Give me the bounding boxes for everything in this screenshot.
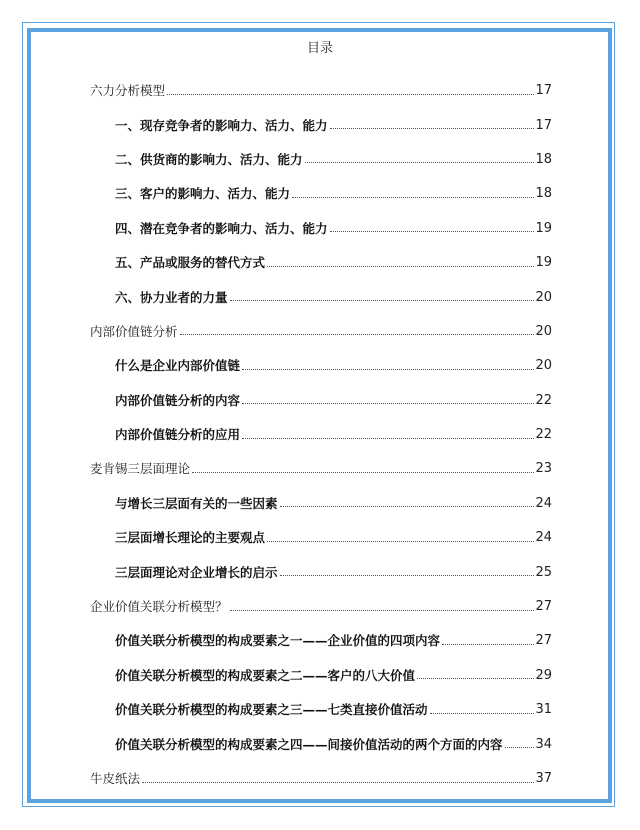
dot-leader	[242, 369, 534, 370]
toc-entry-page: 24	[535, 495, 552, 511]
toc-entry[interactable]	[90, 246, 552, 280]
toc-entry-label: 一、现存竞争者的影响力、活力、能力	[115, 117, 328, 133]
toc-entry-label: 内部价值链分析的内容	[115, 392, 241, 408]
dot-leader	[242, 403, 534, 404]
toc-entry-label: 价值关联分析模型的构成要素之二——客户的八大价值	[115, 667, 416, 683]
dot-leader	[142, 782, 534, 783]
dot-leader	[292, 197, 534, 198]
toc-entry-page: 22	[535, 427, 552, 443]
toc-entry[interactable]	[90, 762, 552, 796]
toc-entry-label: 三层面增长理论的主要观点	[115, 530, 266, 546]
toc-entry[interactable]	[90, 418, 552, 452]
dot-leader	[280, 506, 535, 507]
toc-entry-page: 25	[535, 564, 552, 580]
toc-entry-label: 内部价值链分析的应用	[115, 427, 241, 443]
toc-entry-page: 20	[535, 323, 552, 339]
toc-entry-page: 18	[535, 186, 552, 202]
toc-entry-label: 与增长三层面有关的一些因素	[115, 495, 278, 511]
toc-entry-label: 什么是企业内部价值链	[115, 358, 241, 374]
toc-entry[interactable]	[90, 521, 552, 555]
toc-entry-label: 六、协力业者的力量	[115, 289, 228, 305]
toc-entry[interactable]	[90, 384, 552, 418]
toc-entry-page: 37	[535, 771, 552, 786]
toc-entry-label: 六力分析模型	[90, 83, 166, 99]
dot-leader	[230, 610, 535, 611]
toc-title: 目录	[306, 41, 333, 56]
dot-leader	[167, 94, 534, 95]
toc-entry-label: 内部价值链分析	[90, 323, 178, 339]
toc-entry[interactable]	[90, 487, 552, 521]
toc-entry[interactable]	[90, 659, 552, 693]
dot-leader	[242, 438, 534, 439]
toc-entry[interactable]	[90, 349, 552, 383]
toc-entry[interactable]	[90, 693, 552, 727]
toc-entry-page: 24	[535, 530, 552, 546]
dot-leader	[305, 162, 535, 163]
toc-entry-page: 20	[535, 358, 552, 374]
toc-entry-page: 19	[535, 255, 552, 271]
toc-entry-page: 31	[535, 702, 552, 718]
toc-entry[interactable]	[90, 212, 552, 246]
toc-entry[interactable]	[90, 280, 552, 314]
toc-entry[interactable]	[90, 108, 552, 142]
toc-entry-page: 27	[535, 633, 552, 649]
dot-leader	[180, 334, 535, 335]
toc-entry-page: 19	[535, 220, 552, 236]
toc-entry[interactable]	[90, 74, 552, 108]
toc-entry[interactable]	[90, 590, 552, 624]
toc-entry-page: 27	[535, 599, 552, 615]
toc-entry-label: 五、产品或服务的替代方式	[115, 255, 266, 271]
table-of-contents	[90, 74, 552, 796]
toc-entry-page: 29	[535, 667, 552, 683]
toc-entry-label: 二、供货商的影响力、活力、能力	[115, 151, 303, 167]
toc-entry-label: 价值关联分析模型的构成要素之一——企业价值的四项内容	[115, 633, 441, 649]
toc-entry-page: 34	[535, 736, 552, 752]
toc-entry-page: 23	[535, 461, 552, 477]
toc-entry[interactable]	[90, 727, 552, 761]
dot-leader	[280, 575, 535, 576]
toc-entry-label: 麦肯锡三层面理论	[90, 461, 191, 477]
dot-leader	[230, 300, 535, 301]
toc-entry-label: 三层面理论对企业增长的启示	[115, 564, 278, 580]
toc-entry[interactable]	[90, 177, 552, 211]
toc-entry-label: 四、潜在竞争者的影响力、活力、能力	[115, 220, 328, 236]
toc-entry-page: 20	[535, 289, 552, 305]
toc-entry-label: 价值关联分析模型的构成要素之四——间接价值活动的两个方面的内容	[115, 736, 503, 752]
dot-leader	[267, 266, 534, 267]
dot-leader	[330, 128, 535, 129]
toc-entry[interactable]	[90, 624, 552, 658]
dot-leader	[505, 747, 535, 748]
toc-entry-label: 牛皮纸法	[90, 771, 141, 786]
toc-entry-page: 17	[535, 83, 552, 99]
toc-entry-label: 企业价值关联分析模型？	[90, 599, 228, 615]
toc-entry[interactable]	[90, 143, 552, 177]
dot-leader	[192, 472, 534, 473]
toc-entry-label: 价值关联分析模型的构成要素之三——七类直接价值活动	[115, 702, 428, 718]
toc-entry-label: 三、客户的影响力、活力、能力	[115, 186, 291, 202]
dot-leader	[442, 644, 534, 645]
dot-leader	[417, 678, 534, 679]
toc-entry-page: 18	[535, 151, 552, 167]
toc-entry[interactable]	[90, 315, 552, 349]
toc-entry-page: 17	[535, 117, 552, 133]
toc-entry[interactable]	[90, 452, 552, 486]
dot-leader	[430, 713, 535, 714]
toc-entry[interactable]	[90, 555, 552, 589]
dot-leader	[330, 231, 535, 232]
dot-leader	[267, 541, 534, 542]
toc-entry-page: 22	[535, 392, 552, 408]
